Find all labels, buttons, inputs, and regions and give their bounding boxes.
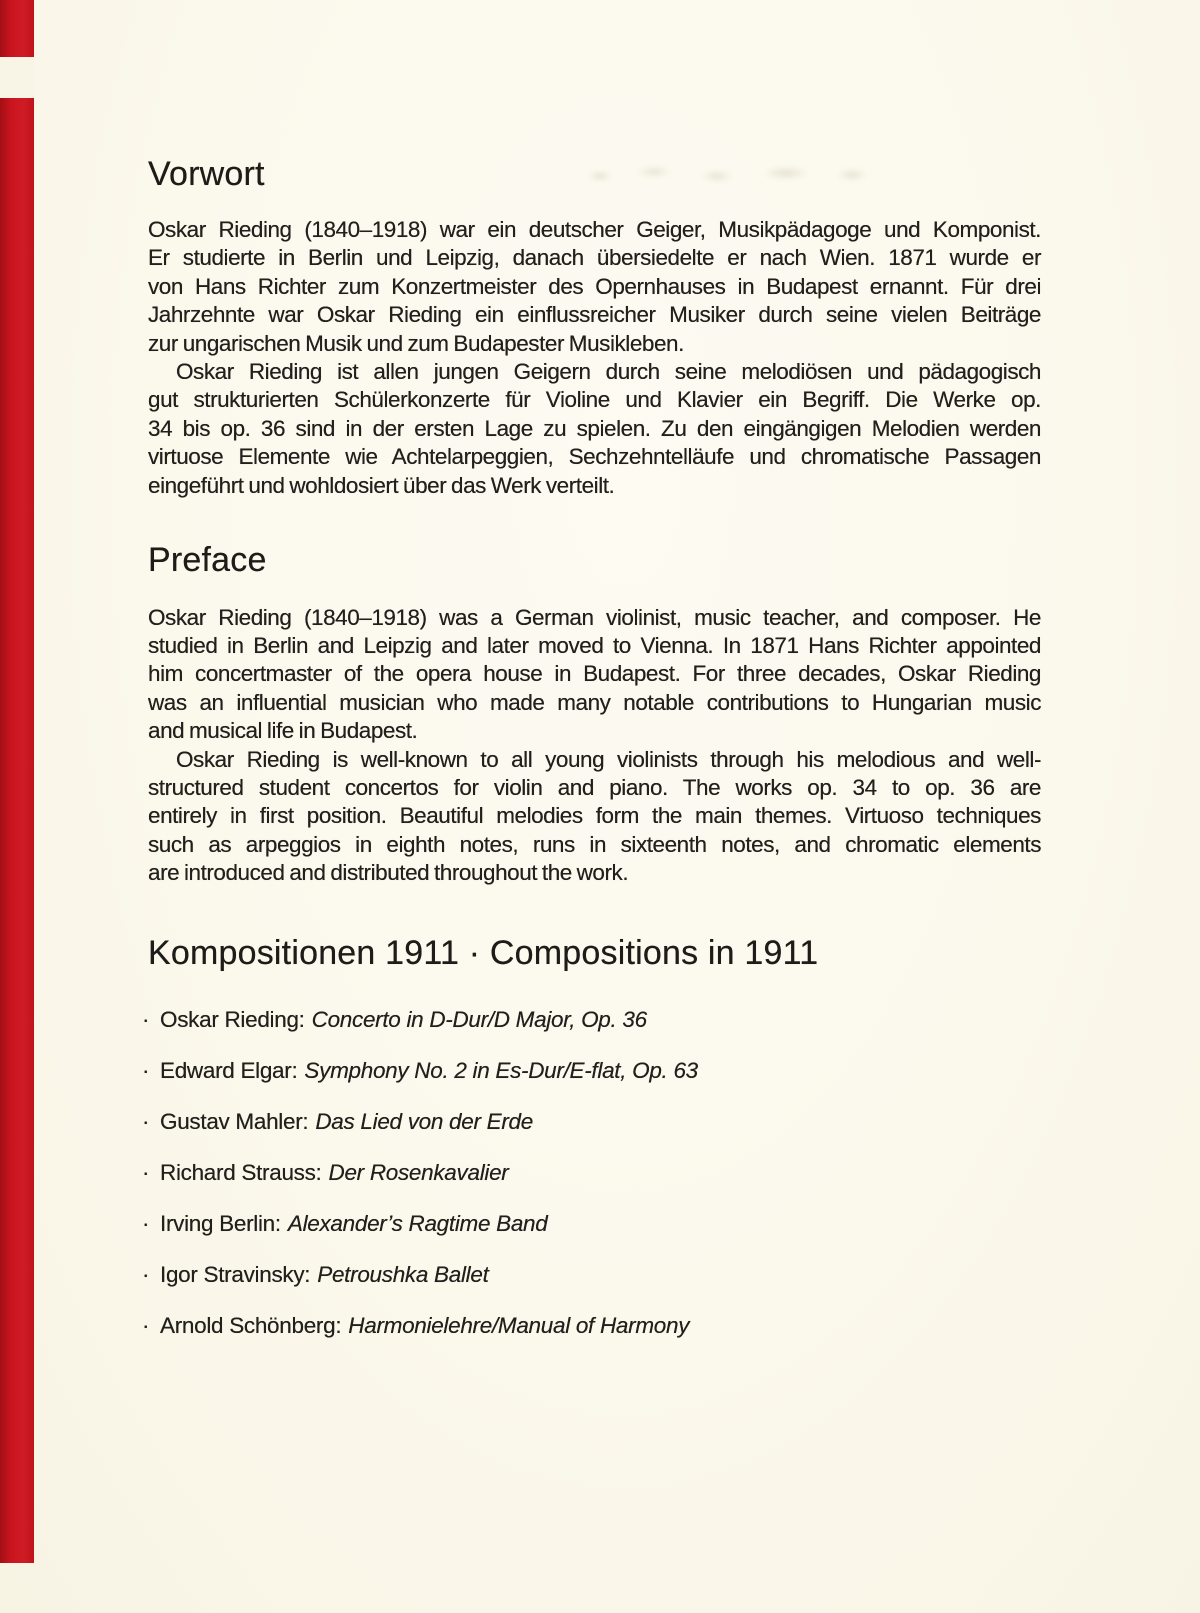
composer-name: Richard Strauss: [160,1159,322,1185]
text-line: 34 bis op. 36 sind in der ersten Lage zu spielen. Zu den eingängigen Melodien werden [148,415,1041,441]
composer-name: Edward Elgar: [160,1057,298,1083]
show-through-artifact [582,152,882,196]
text-line: zur ungarischen Musik und zum Budapester Musikleben. [148,330,684,356]
vorwort-heading: Vorwort [148,155,265,193]
preface-heading: Preface [148,541,267,579]
bullet-icon: · [142,1057,150,1083]
text-line: are introduced and distributed throughout the work. [148,860,629,886]
vorwort-paragraph-2 [148,358,1041,500]
text-line: virtuose Elemente wie Achtelarpeggien, Sechzehntelläufe und chromatische Passagen [148,444,1041,470]
composition-item [142,1261,1068,1289]
preface-paragraph-1 [148,604,1041,746]
text-line: Jahrzehnte war Oskar Rieding ein einflussreicher Musiker durch seine vielen Beiträge [148,302,1041,328]
composer-name: Irving Berlin: [160,1210,281,1236]
work-title: Harmonielehre/Manual of Harmony [348,1312,690,1338]
bullet-icon: · [142,1108,150,1134]
composition-item [142,1006,1068,1034]
composition-item [142,1210,1068,1238]
text-line: entirely in first position. Beautiful melodies form the main themes. Virtuoso techniques [148,803,1041,829]
text-line: was an influential musician who made many notable contributions to Hungarian music [148,689,1041,715]
bullet-icon: · [142,1210,150,1236]
book-edge-stripe [0,0,34,1563]
composer-name: Gustav Mahler: [160,1108,309,1134]
work-title: Das Lied von der Erde [315,1108,533,1134]
composition-item [142,1159,1068,1187]
work-title: Alexander’s Ragtime Band [287,1210,548,1236]
composer-name: Igor Stravinsky: [160,1261,311,1287]
text-line: structured student concertos for violin and piano. The works op. 34 to op. 36 are [148,774,1041,800]
bullet-icon: · [142,1159,150,1185]
compositions-list [142,1006,1068,1363]
work-title: Concerto in D-Dur/D Major, Op. 36 [311,1007,647,1032]
text-line: such as arpeggios in eighth notes, runs in sixteenth notes, and chromatic elements [148,831,1041,857]
composition-item [142,1312,1068,1340]
text-line: Er studierte in Berlin und Leipzig, danach übersiedelte er nach Wien. 1871 wurde er [148,245,1041,271]
text-line: him concertmaster of the opera house in Budapest. For three decades, Oskar Rieding [148,661,1041,687]
text-line: gut strukturierten Schülerkonzerte für Violine und Klavier ein Begriff. Die Werke op. [148,387,1041,413]
work-title: Symphony No. 2 in Es-Dur/E-flat, Op. 63 [304,1057,698,1083]
text-line: Oskar Rieding (1840–1918) was a German violinist, music teacher, and composer. He [148,604,1041,630]
composer-name: Arnold Schönberg: [160,1312,342,1338]
text-line: and musical life in Budapest. [148,718,418,744]
bullet-icon: · [142,1007,150,1032]
text-line: studied in Berlin and Leipzig and later moved to Vienna. In 1871 Hans Richter appointed [148,632,1041,658]
composer-name: Oskar Rieding: [160,1007,305,1032]
composition-item [142,1108,1068,1136]
composition-item [142,1057,1068,1085]
text-line: von Hans Richter zum Konzertmeister des Opernhauses in Budapest ernannt. Für drei [148,273,1041,299]
bullet-icon: · [142,1261,150,1287]
vorwort-paragraph-1 [148,216,1041,358]
text-line: Oskar Rieding is well-known to all young violinists through his melodious and well- [176,746,1041,772]
compositions-heading: Kompositionen 1911 · Compositions in 1911 [148,934,819,972]
bullet-icon: · [142,1312,150,1338]
text-line: Oskar Rieding ist allen jungen Geigern durch seine melodiösen und pädagogisch [176,359,1041,384]
text-line: eingeführt und wohldosiert über das Werk verteilt. [148,472,615,498]
preface-paragraph-2 [148,746,1041,888]
text-line: Oskar Rieding (1840–1918) war ein deutscher Geiger, Musikpädagoge und Komponist. [148,217,1041,242]
book-edge-stripe-gap [0,57,34,98]
work-title: Petroushka Ballet [317,1261,489,1287]
work-title: Der Rosenkavalier [328,1159,509,1185]
